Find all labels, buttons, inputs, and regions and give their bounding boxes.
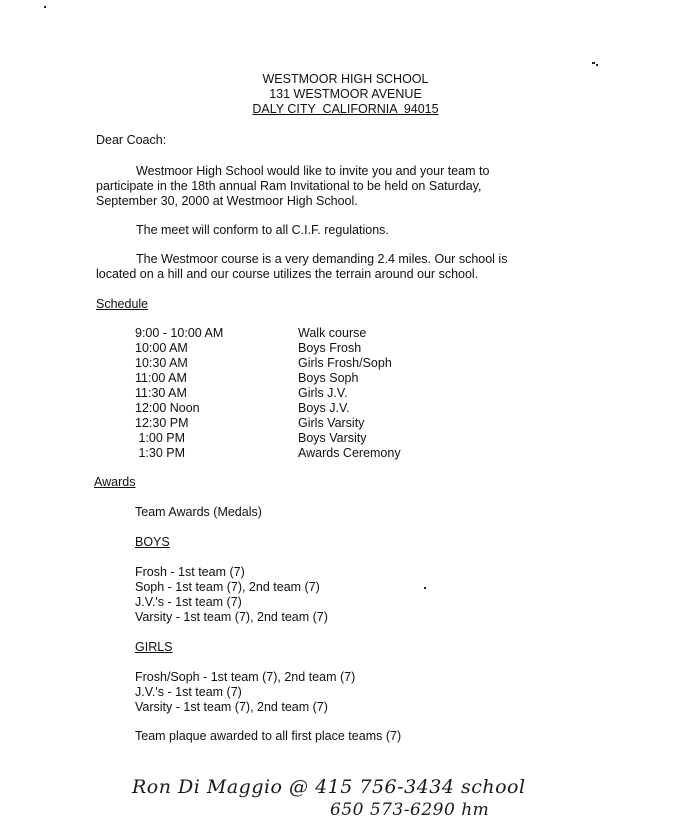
schedule-event: Girls Varsity bbox=[298, 416, 365, 430]
scan-speck bbox=[592, 62, 595, 64]
girls-heading: GIRLS bbox=[135, 640, 173, 654]
awards-heading: Awards bbox=[94, 475, 136, 489]
plaque-note: Team plaque awarded to all first place teams (7) bbox=[135, 729, 402, 743]
schedule-time: 11:30 AM bbox=[135, 386, 187, 400]
boys-heading: BOYS bbox=[135, 535, 170, 549]
letterhead-city: DALY CITY CALIFORNIA 94015 bbox=[252, 102, 439, 116]
schedule-heading: Schedule bbox=[96, 297, 149, 311]
boys-award-line: Frosh - 1st team (7) bbox=[135, 565, 245, 579]
course-paragraph: The Westmoor course is a very demanding 2.4 miles. Our school is located on a hill and our course utilizes the terrain around our school. bbox=[96, 252, 508, 281]
schedule-event: Walk course bbox=[298, 326, 367, 340]
letterhead-city-line bbox=[0, 102, 691, 117]
schedule-time: 10:30 AM bbox=[135, 356, 188, 370]
scan-speck bbox=[424, 587, 426, 589]
schedule-event: Boys J.V. bbox=[298, 401, 350, 415]
scan-speck bbox=[596, 64, 598, 66]
letterhead-school: WESTMOOR HIGH SCHOOL bbox=[262, 72, 429, 86]
schedule-time: 11:00 AM bbox=[135, 371, 187, 385]
schedule-time: 10:00 AM bbox=[135, 341, 188, 355]
boys-award-line: J.V.'s - 1st team (7) bbox=[135, 595, 242, 609]
team-awards-label: Team Awards (Medals) bbox=[135, 505, 262, 519]
girls-award-line: J.V.'s - 1st team (7) bbox=[135, 685, 242, 699]
salutation: Dear Coach: bbox=[96, 133, 167, 147]
handwritten-contact-line1: Ron Di Maggio @ 415 756-3434 school bbox=[132, 776, 526, 798]
schedule-time: 1:00 PM bbox=[135, 431, 186, 445]
scan-speck bbox=[44, 6, 46, 8]
schedule-time: 1:30 PM bbox=[135, 446, 186, 460]
schedule-time: 9:00 - 10:00 AM bbox=[135, 326, 224, 340]
schedule-event: Boys Frosh bbox=[298, 341, 362, 355]
schedule-event: Awards Ceremony bbox=[298, 446, 401, 460]
regulations-paragraph: The meet will conform to all C.I.F. regulations. bbox=[136, 223, 389, 237]
schedule-event: Boys Soph bbox=[298, 371, 359, 385]
schedule-event: Girls J.V. bbox=[298, 386, 348, 400]
letterhead-street: 131 WESTMOOR AVENUE bbox=[269, 87, 422, 101]
girls-award-line: Varsity - 1st team (7), 2nd team (7) bbox=[135, 700, 328, 714]
girls-award-line: Frosh/Soph - 1st team (7), 2nd team (7) bbox=[135, 670, 356, 684]
boys-award-line: Varsity - 1st team (7), 2nd team (7) bbox=[135, 610, 328, 624]
schedule-event: Boys Varsity bbox=[298, 431, 367, 445]
schedule-time: 12:00 Noon bbox=[135, 401, 200, 415]
boys-award-line: Soph - 1st team (7), 2nd team (7) bbox=[135, 580, 320, 594]
schedule-time: 12:30 PM bbox=[135, 416, 189, 430]
schedule-event: Girls Frosh/Soph bbox=[298, 356, 392, 370]
handwritten-contact-line2: 650 573-6290 hm bbox=[330, 800, 490, 820]
invitation-paragraph: Westmoor High School would like to invite you and your team to participate in the 18th annual Ram Invitational to be held on Saturday, September 30, 2000 at Westmoor High School. bbox=[96, 164, 490, 208]
